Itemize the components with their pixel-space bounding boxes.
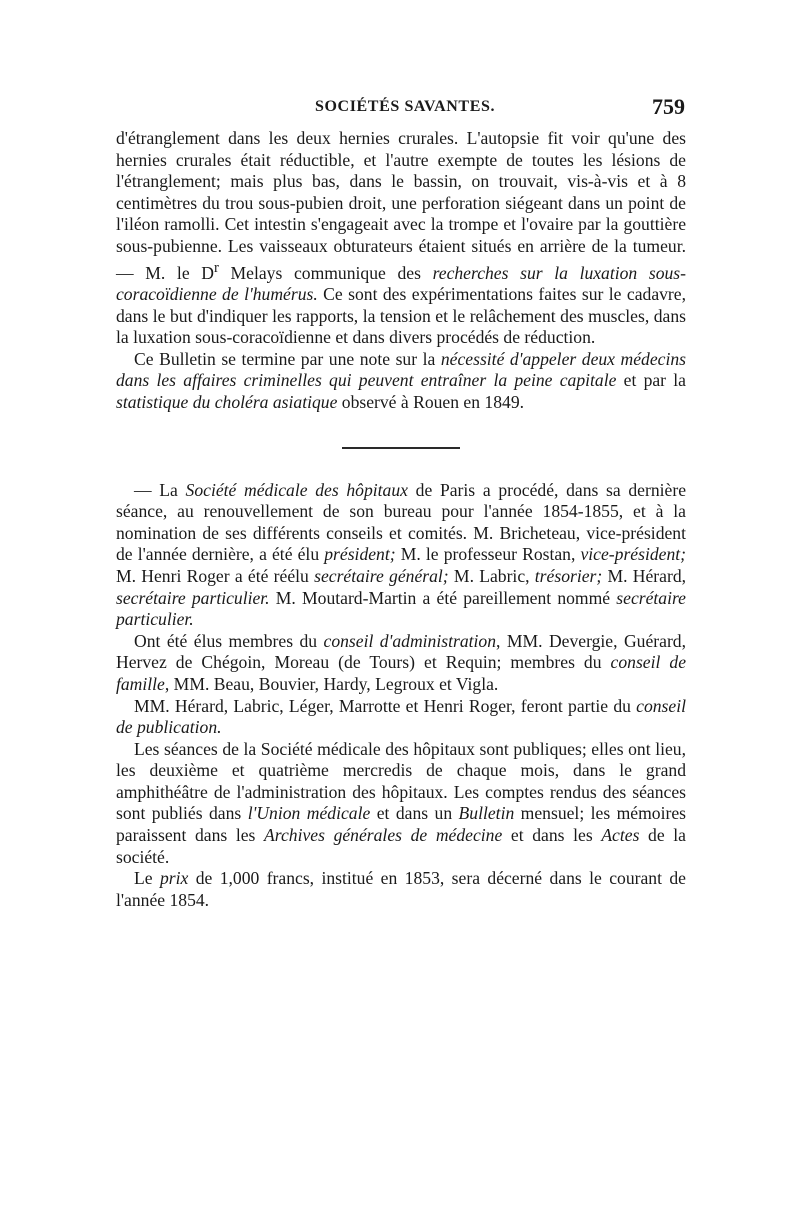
paragraph-conseils: Ont été élus membres du conseil d'administration, MM. Devergie, Guérard, Hervez de Chégoin, Moreau (de Tours) et Requin; membres du conseil de famille, MM. Beau, Bouvier, Hardy, Legroux et Vigla. (116, 630, 686, 694)
title-statistique: statistique du choléra asiatique (116, 391, 338, 412)
title-necessite: nécessité d'appeler deux médecins dans les affaires criminelles qui peuvent entraîner la peine capitale (116, 348, 686, 391)
running-head: SOCIÉTÉS SAVANTES. (315, 98, 496, 115)
page-header (145, 94, 685, 122)
paragraph-bulletin-end: Ce Bulletin se termine par une note sur la nécessité d'appeler deux médecins dans les affaires criminelles qui peuvent entraîner la peine capitale et par la statistique du choléra asiatique observé à Rouen en 1849. (116, 348, 686, 412)
paragraph-prix: Le prix de 1,000 francs, institué en 1853, sera décerné dans le courant de l'année 1854. (116, 868, 686, 910)
page-body (116, 128, 686, 911)
horizontal-rule (342, 447, 460, 449)
title-luxation: recherches sur la luxation sous-coracoïdienne de l'humérus. (116, 262, 687, 305)
superscript-r: r (213, 259, 219, 276)
page-number: 759 (652, 94, 685, 119)
paragraph-seances: Les séances de la Société médicale des hôpitaux sont publiques; elles ont lieu, les deuxième et quatrième mercredis de chaque mois, dans le grand amphithéâtre de l'administration des hôpitaux. Les comptes rendus des séances sont publiés dans l'Union médicale et dans un Bulletin mensuel; les mémoires paraissent dans les Archives générales de médecine et dans les Actes de la société. (116, 738, 686, 867)
section-divider (116, 414, 686, 480)
paragraph-societe-medicale: — La Société médicale des hôpitaux de Paris a procédé, dans sa dernière séance, au renouvellement de son bureau pour l'année 1854-1855, et à la nomination de ses différents conseils et comités. M. Bricheteau, vice-président de l'année dernière, a été élu président; M. le professeur Rostan, vice-président; M. Henri Roger a été réélu secrétaire général; M. Labric, trésorier; M. Hérard, secrétaire particulier. M. Moutard-Martin a été pareillement nommé secrétaire particulier. (116, 479, 687, 630)
paragraph-publication: MM. Hérard, Labric, Léger, Marrotte et Henri Roger, feront partie du conseil de publication. (116, 695, 686, 738)
paragraph-autopsy: d'étranglement dans les deux hernies crurales. L'autopsie fit voir qu'une des hernies crurales était réductible, et l'autre exempte de toutes les lésions de l'étranglement; mais plus bas, dans le bassin, on trouvait, vis-à-vis et à 8 centimètres du trou sous-pubien droit, une perforation siégeant dans un point de l'iléon ramolli. Cet intestin s'engageait avec la trompe et l'ovaire par la gouttière sous-pubienne. Les vaisseaux obturateurs étaient situés en arrière de la tumeur. — M. le $D^r$ Melays communique des recherches sur la luxation sous-coracoïdienne de l'humérus. Ce sont des expérimentations faites sur le cadavre, dans le but d'indiquer les rapports, la tension et le relâchement des muscles, dans la luxation sous-coracoïdienne et dans divers procédés de réduction. (116, 128, 687, 348)
